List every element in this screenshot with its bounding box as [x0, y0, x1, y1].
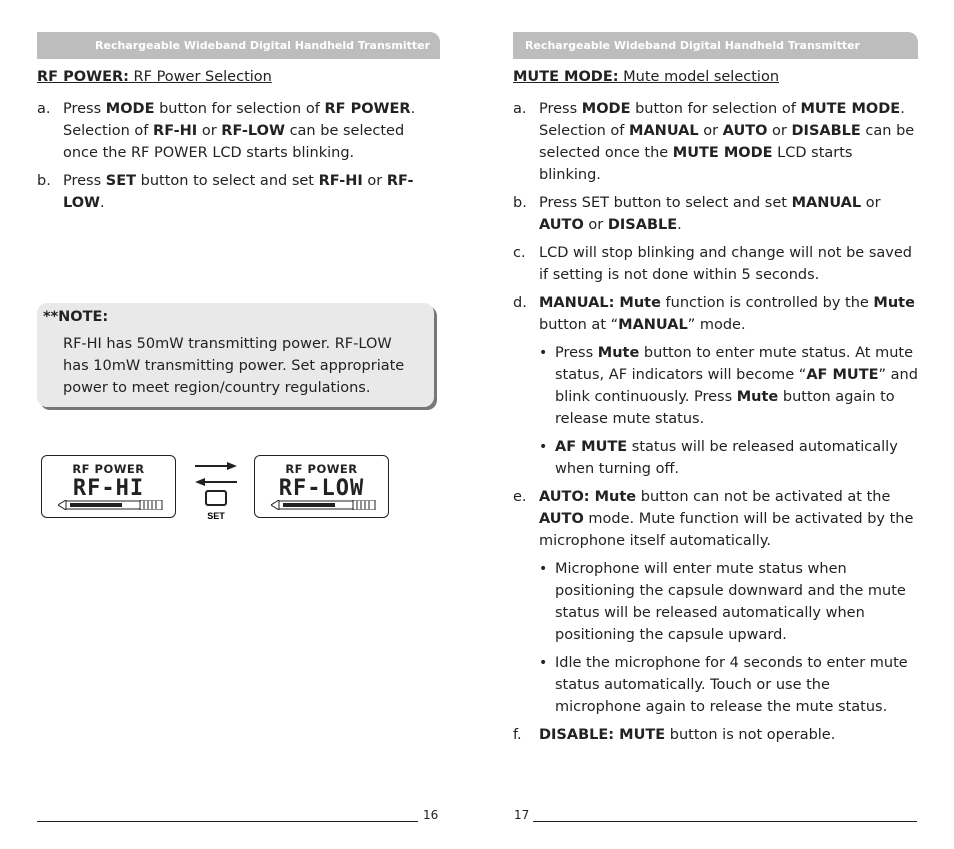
step-item — [513, 724, 918, 746]
bullet-list — [539, 342, 918, 480]
bold-term: DISABLE — [791, 123, 861, 139]
step-text — [539, 295, 915, 333]
bold-term: RF POWER — [324, 101, 411, 117]
bold-term: AUTO — [722, 123, 768, 139]
step-item — [513, 292, 918, 480]
step-text — [539, 245, 912, 283]
bold-term: RF-HI — [153, 123, 198, 139]
text-run: or — [861, 195, 881, 211]
right-footer-line — [533, 821, 917, 822]
step-text — [539, 489, 913, 549]
bold-term: AF MUTE — [806, 367, 879, 383]
text-run: LCD will stop blinking and change will not be saved if setting is not done within 5 seconds. — [539, 245, 912, 283]
step-text — [63, 101, 415, 161]
step-item — [37, 170, 440, 214]
bullet-dot-icon: • — [539, 655, 548, 671]
step-marker: d. — [513, 295, 527, 311]
bold-term: AF MUTE — [555, 439, 628, 455]
text-run: Press — [63, 101, 106, 117]
left-footer-line — [37, 821, 418, 822]
bold-term: SET — [105, 173, 137, 189]
bold-term: Mute — [736, 389, 779, 405]
text-run: can be selected once the — [539, 123, 915, 161]
step-marker: a. — [513, 101, 527, 117]
step-marker: a. — [37, 101, 51, 117]
text-run: mode. Mute function will be activated by the microphone itself automatically. — [539, 511, 914, 549]
bold-term: DISABLE — [607, 217, 678, 233]
bold-term: MUTE MODE — [800, 101, 901, 117]
step-item — [513, 242, 918, 286]
text-run: ” and blink continuously. Press — [555, 367, 918, 405]
step-marker: b. — [37, 173, 51, 189]
text-run: can be selected once the RF POWER LCD starts blinking. — [63, 123, 405, 161]
bold-term: DISABLE: MUTE — [539, 727, 666, 743]
step-item — [37, 98, 440, 164]
lcd-rf-hi — [41, 455, 176, 518]
bullet-item — [539, 436, 918, 480]
lcd-rf-low — [254, 455, 389, 518]
text-run: . Selection of — [539, 101, 905, 139]
text-run: Press — [555, 345, 598, 361]
right-page-number: 17 — [514, 808, 530, 822]
bold-term: AUTO — [539, 511, 584, 527]
text-run: button can not be activated at the — [636, 489, 891, 505]
step-item — [513, 486, 918, 718]
bullet-item — [539, 558, 918, 646]
right-header-bar — [513, 32, 918, 59]
rf-power-title-bold: RF POWER: — [37, 69, 129, 85]
bold-term: AUTO — [539, 217, 584, 233]
bold-term: RF-LOW — [63, 173, 414, 211]
bullet-dot-icon: • — [539, 561, 548, 577]
bold-term: AUTO: Mute — [539, 489, 637, 505]
text-run: or — [583, 217, 608, 233]
toggle-arrows-icon — [193, 462, 239, 522]
text-run: Press — [63, 173, 106, 189]
rf-power-title-rest: RF Power Selection — [128, 69, 272, 85]
text-run: button again to release mute status. — [555, 389, 895, 427]
bullet-text — [555, 345, 918, 427]
bullet-dot-icon: • — [539, 439, 548, 455]
step-item — [513, 98, 918, 186]
text-run: Microphone will enter mute status when positioning the capsule downward and the mute status will be released automatically when positioning the capsule upward. — [555, 561, 906, 643]
bullet-text — [555, 439, 898, 477]
text-run: status will be released automatically when turning off. — [555, 439, 898, 477]
text-run: LCD starts blinking. — [539, 145, 853, 183]
lcd-label: RF POWER — [285, 462, 358, 476]
text-run: button for selection of — [630, 101, 801, 117]
bullet-dot-icon: • — [539, 345, 548, 361]
rf-power-steps — [37, 98, 440, 220]
bold-term: MANUAL — [618, 317, 688, 333]
bold-term: MANUAL: Mute — [539, 295, 661, 311]
mute-mode-title-rest: Mute model selection — [618, 69, 780, 85]
note-body: RF-HI has 50mW transmitting power. RF-LOW has 10mW transmitting power. Set appropriate power to meet region/country regulations. — [63, 336, 405, 396]
mute-mode-title-bold: MUTE MODE: — [513, 69, 619, 85]
text-run: button to enter mute status. At mute status, AF indicators will become “ — [555, 345, 913, 383]
bullet-item — [539, 342, 918, 430]
step-marker: b. — [513, 195, 527, 211]
left-page — [37, 0, 440, 849]
text-run: ” mode. — [687, 317, 746, 333]
battery-meter-icon — [271, 500, 377, 510]
step-text — [539, 727, 835, 743]
text-run: button to select and set — [136, 173, 319, 189]
bold-term: MODE — [581, 101, 631, 117]
step-text — [539, 195, 881, 233]
right-page — [513, 0, 918, 849]
text-run: . Selection of — [63, 101, 416, 139]
step-marker: e. — [513, 489, 527, 505]
text-run: button is not operable. — [665, 727, 836, 743]
text-run: Press — [539, 101, 582, 117]
bullet-list — [539, 558, 918, 718]
text-run: function is controlled by the — [660, 295, 874, 311]
left-page-number: 16 — [423, 808, 439, 822]
set-button-label: SET — [207, 511, 225, 521]
step-marker: c. — [513, 245, 526, 261]
text-run: button at “ — [539, 317, 619, 333]
text-run: . — [100, 195, 105, 211]
text-run: button for selection of — [154, 101, 325, 117]
bold-term: MUTE MODE — [672, 145, 773, 161]
bold-term: Mute — [873, 295, 915, 311]
text-run: or — [197, 123, 222, 139]
step-item — [513, 192, 918, 236]
left-header-bar — [37, 32, 440, 59]
note-title: **NOTE: — [43, 309, 109, 325]
lcd-label: RF POWER — [72, 462, 145, 476]
left-header-title: Rechargeable Wideband Digital Handheld Transmitter — [95, 39, 430, 52]
bold-term: RF-LOW — [221, 123, 285, 139]
step-text — [539, 101, 914, 183]
mute-mode-steps — [513, 98, 918, 752]
text-run: Press SET button to select and set — [539, 195, 792, 211]
bullet-text — [555, 655, 908, 715]
bold-term: MANUAL — [791, 195, 862, 211]
rf-power-title — [37, 69, 272, 85]
bold-term: RF-HI — [318, 173, 363, 189]
bold-term: Mute — [597, 345, 640, 361]
text-run: . — [677, 217, 682, 233]
lcd-value-rf-low: RF-LOW — [278, 476, 365, 501]
step-text — [63, 173, 414, 211]
step-marker: f. — [513, 727, 522, 743]
note-box — [37, 303, 434, 407]
text-run: or — [698, 123, 723, 139]
bullet-item — [539, 652, 918, 718]
battery-meter-icon — [58, 500, 164, 510]
right-header-title: Rechargeable Wideband Digital Handheld Transmitter — [525, 39, 860, 52]
mute-mode-title — [513, 69, 779, 85]
bullet-text — [555, 561, 906, 643]
bold-term: MANUAL — [629, 123, 699, 139]
lcd-value-rf-hi: RF-HI — [72, 476, 145, 501]
text-run: Idle the microphone for 4 seconds to enter mute status automatically. Touch or use the microphone again to release the mute status. — [555, 655, 908, 715]
bold-term: MODE — [105, 101, 155, 117]
text-run: or — [767, 123, 792, 139]
text-run: or — [362, 173, 387, 189]
